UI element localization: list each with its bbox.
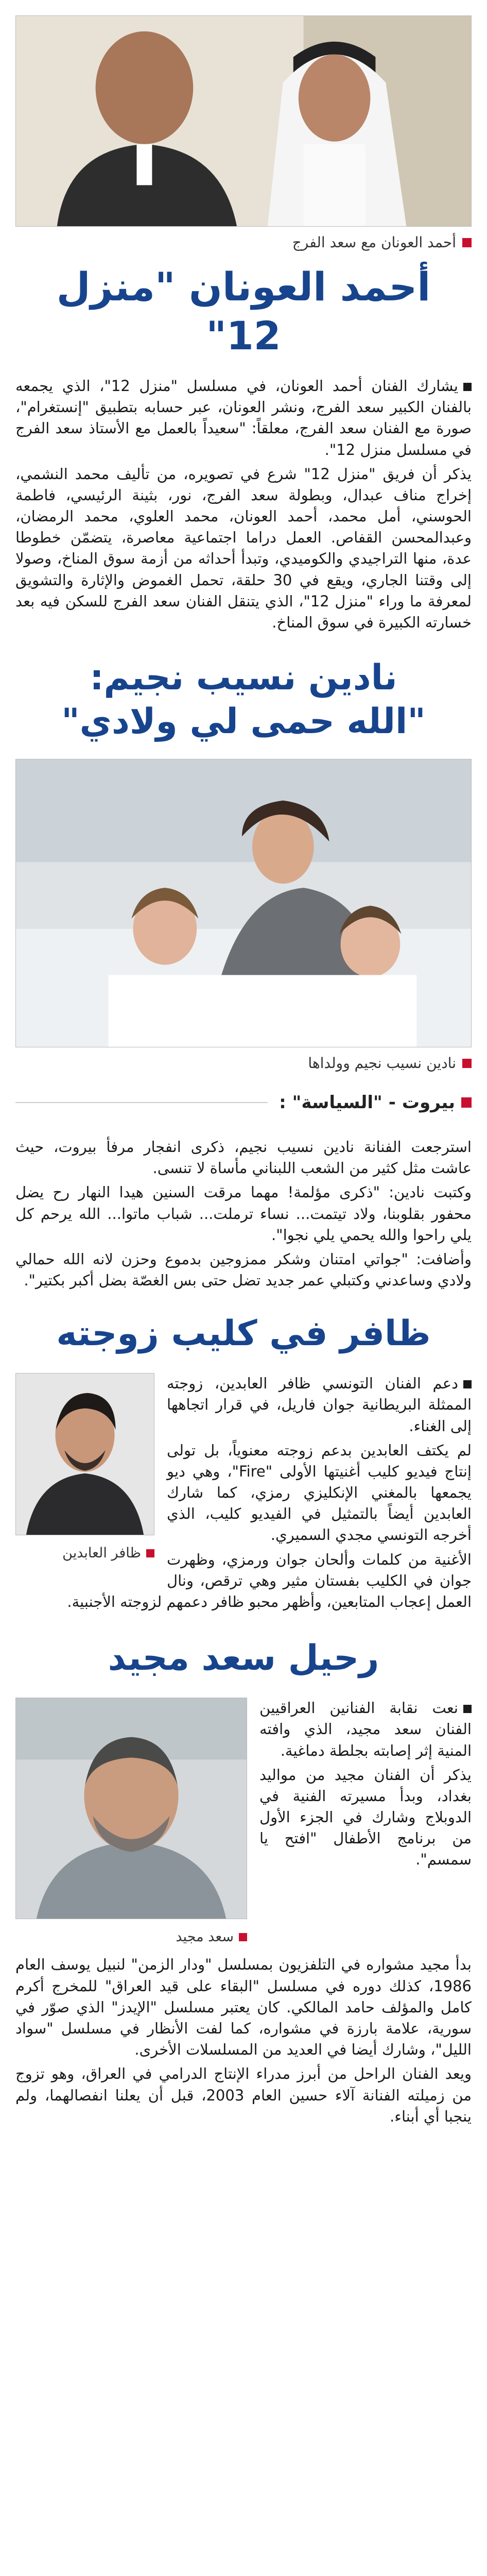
paragraph: ويعد الفنان الراحل من أبرز مدراء الإنتاج الدرامي في العراق، وهو تزوج من زميلته الفنانة آلاء حسين العام 2003، قبل أن يعلنا انفصالهما، ولم ينجبا أي أبناء. xyxy=(15,2065,472,2125)
source-marker-icon xyxy=(461,1097,472,1108)
paragraph: لم يكتف العابدين بدعم زوجته معنوياً، بل تولى إنتاج فيديو كليب أغنيتها الأولى "Fire"، وهي ديو يجمعها بالمغني الإنكليزي رمزي، كما شارك العابدين أيضاً بالتمثيل في الفيديو كليب، الذي أخرجه التونسي مجدي السميري. xyxy=(167,1441,472,1544)
article-body xyxy=(15,376,472,633)
article-body xyxy=(15,1698,472,2127)
paragraph: الأغنية من كلمات وألحان جوان ورمزي، وظهرت جوان في الكليب بفستان مثير وهي ترقص، ونال العمل إعجاب المتابعين، وأظهر محبو ظافر دعمهم لزوجته الأجنبية. xyxy=(67,1550,472,1611)
article-body xyxy=(15,1373,472,1616)
caption-text: ظافر العابدين xyxy=(62,1545,141,1562)
article-body xyxy=(15,1137,472,1291)
headline-nadine-line1: نادين نسيب نجيم: xyxy=(90,657,397,699)
headline-nadine-line2: "الله حمى لي ولادي" xyxy=(61,701,426,742)
caption-marker-icon xyxy=(462,238,472,247)
photo-caption xyxy=(15,1927,247,1947)
paragraph: يشارك الفنان أحمد العونان، في مسلسل "منزل 12"، الذي يجمعه بالفنان الكبير سعد الفرج، ونشر العونان، عبر حسابه بتطبيق "إنستغرام"، صورة مع الفنان سعد الفرج، معلقاً: "سعيداً بالعمل مع الأستاذ سعد الفرج في مسلسل منزل 12". xyxy=(15,376,472,461)
caption-marker-icon xyxy=(462,1059,472,1068)
article-saad-majeed xyxy=(15,1636,472,2127)
photo-caption xyxy=(15,1055,472,1072)
source-name: "السياسة" : xyxy=(279,1092,382,1113)
paragraph: يذكر أن الفنان مجيد من مواليد بغداد، وبدأ مسيرته الفنية في الدوبلاج وشارك في الجزء الأول من برنامج الأطفال "افتح يا سمسم". xyxy=(259,1766,472,1869)
source-rule xyxy=(15,1102,268,1103)
headline-dhafer: ظافر في كليب زوجته xyxy=(56,1313,431,1354)
article-dhafer xyxy=(15,1312,472,1616)
source-line xyxy=(15,1092,472,1113)
photo-caption xyxy=(15,234,472,251)
caption-marker-icon xyxy=(146,1549,154,1557)
paragraph: بدأ مجيد مشواره في التلفزيون بمسلسل "ودار الزمن" لنبيل يوسف العام 1986، كذلك دوره في مسلسل "البقاء على قيد العراق" للمخرج أكرم كامل والمؤلف حامد المالكي. كان يعتبر مسلسل "الإيدز" الذي صوّر في سورية، علامة بارزة في مشواره، كما لفت الأنظار في مسلسل "سواد الليل"، وشارك أيضا في العديد من المسلسلات الأخرى. xyxy=(15,1956,472,2059)
caption-text: نادين نسيب نجيم وولداها xyxy=(308,1055,456,1072)
article-aonan xyxy=(15,15,472,633)
paragraph: دعم الفنان التونسي ظافر العابدين، زوجته الممثلة البريطانية جوان فاريل، في قرار اتجاهها إلى الغناء. xyxy=(15,1373,472,1437)
paragraph: يذكر أن فريق "منزل 12" شرع في تصويره، من تأليف محمد النشمي، إخراج مناف عبدال، وبطولة سعد الفرج، نور، بثينة الرئيسي، فاطمة الحوسني، أمل محمد، أحمد العونان، محمد العلوي، محمد الرمضان، وعبدالمحسن القفاص. العمل دراما اجتماعية معاصرة، يتضمّن خطوطا عدة، منها التراجيدي والكوميدي، وتبدأ أحداثه من أزمة سوق المناخ، وصولا إلى وقتنا الجاري، ويقع في 30 حلقة، تحمل الغموض والإثارة والتشويق لمعرفة ما وراء "منزل 12"، الذي يتنقل الفنان سعد الفرج للسكن فيه بعد خسارته الكبيرة في سوق المناخ. xyxy=(15,465,472,631)
paragraph: وكتبت نادين: "ذكرى مؤلمة! مهما مرقت السنين هيدا النهار رح يضل محفور بقلوبنا، ولاد تيتمت... نساء ترملت... شباب ماتوا... الله يرحم كل يلي راحوا والله يحمي يلي نجوا". xyxy=(15,1183,472,1244)
photo-dhafer xyxy=(15,1373,154,1535)
caption-marker-icon xyxy=(239,1933,247,1941)
photo-caption xyxy=(15,1544,154,1563)
caption-text: سعد مجيد xyxy=(176,1929,234,1945)
headline-saad-majeed: رحيل سعد مجيد xyxy=(108,1638,379,1679)
paragraph: وأضافت: "جواتي امتنان وشكر ممزوجين بدموع وحزن لانه الله حمالي ولادي وساعدني وكتبلي عمر جديد تضل حتى بس الغصّة بضل أكبر بكتير". xyxy=(15,1250,472,1290)
photo-saad-majeed xyxy=(15,1698,247,1919)
paragraph: نعت نقابة الفنانين العراقيين الفنان سعد مجيد، الذي وافته المنية إثر إصابته بجلطة دماغية. xyxy=(15,1698,472,1761)
article-nadine xyxy=(15,656,472,1291)
source-city: بيروت xyxy=(402,1092,455,1113)
photo-nadine-children xyxy=(15,759,472,1047)
photo-aonan-alfaraj xyxy=(15,15,472,227)
caption-text: أحمد العونان مع سعد الفرج xyxy=(292,234,456,251)
headline-aonan: أحمد العونان "منزل 12" xyxy=(56,264,431,359)
paragraph: استرجعت الفنانة نادين نسيب نجيم، ذكرى انفجار مرفأ بيروت، حيث عاشت مثل كثير من الشعب اللبناني مأساة لا تنسى. xyxy=(15,1138,472,1177)
source-separator: - xyxy=(388,1092,396,1113)
